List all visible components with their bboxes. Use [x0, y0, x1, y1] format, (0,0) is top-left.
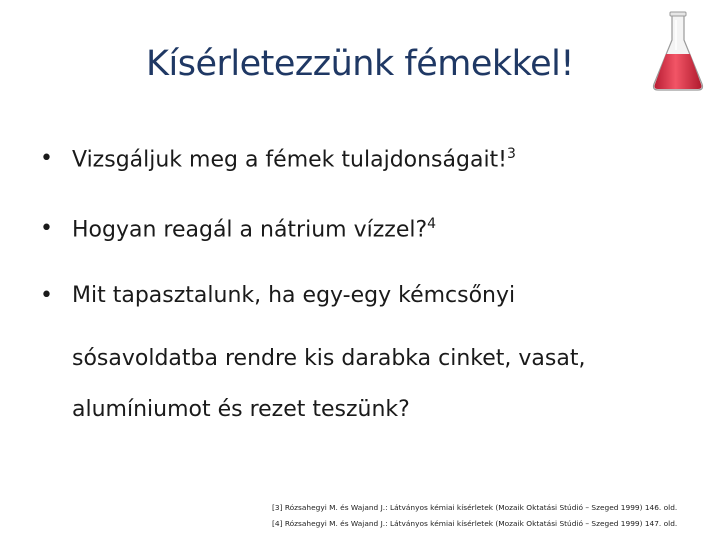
- reference-item: [4] Rózsahegyi M. és Wajand J.: Látványos kémiai kísérletek (Mozaik Oktatási Stúdió – Szeged 1999) 147. old.: [272, 519, 678, 528]
- bullet-text: Vizsgáljuk meg a fémek tulajdonságait!$^3$: [72, 146, 516, 173]
- references: [272, 500, 712, 532]
- slide-title: Kísérletezzünk fémekkel!: [146, 44, 574, 84]
- bullet-continuation-line: sósavoldatba rendre kis darabka cinket, vasat,: [72, 346, 586, 371]
- erlenmeyer-flask-icon: [648, 10, 708, 94]
- bullet-continuation-line: alumíniumot és rezet teszünk?: [72, 397, 410, 422]
- bullet-text: Mit tapasztalunk, ha egy-egy kémcsőnyi: [72, 283, 516, 308]
- bullet-symbol: •: [40, 283, 53, 308]
- reference-item: [3] Rózsahegyi M. és Wajand J.: Látványos kémiai kísérletek (Mozaik Oktatási Stúdió – Szeged 1999) 146. old.: [272, 503, 678, 512]
- reference-mark: 4: [427, 216, 437, 232]
- bullet-symbol: •: [40, 216, 53, 241]
- reference-mark: 3: [507, 146, 516, 162]
- bullet-symbol: •: [40, 146, 53, 171]
- bullet-text: Hogyan reagál a nátrium vízzel?$^4$: [72, 216, 437, 243]
